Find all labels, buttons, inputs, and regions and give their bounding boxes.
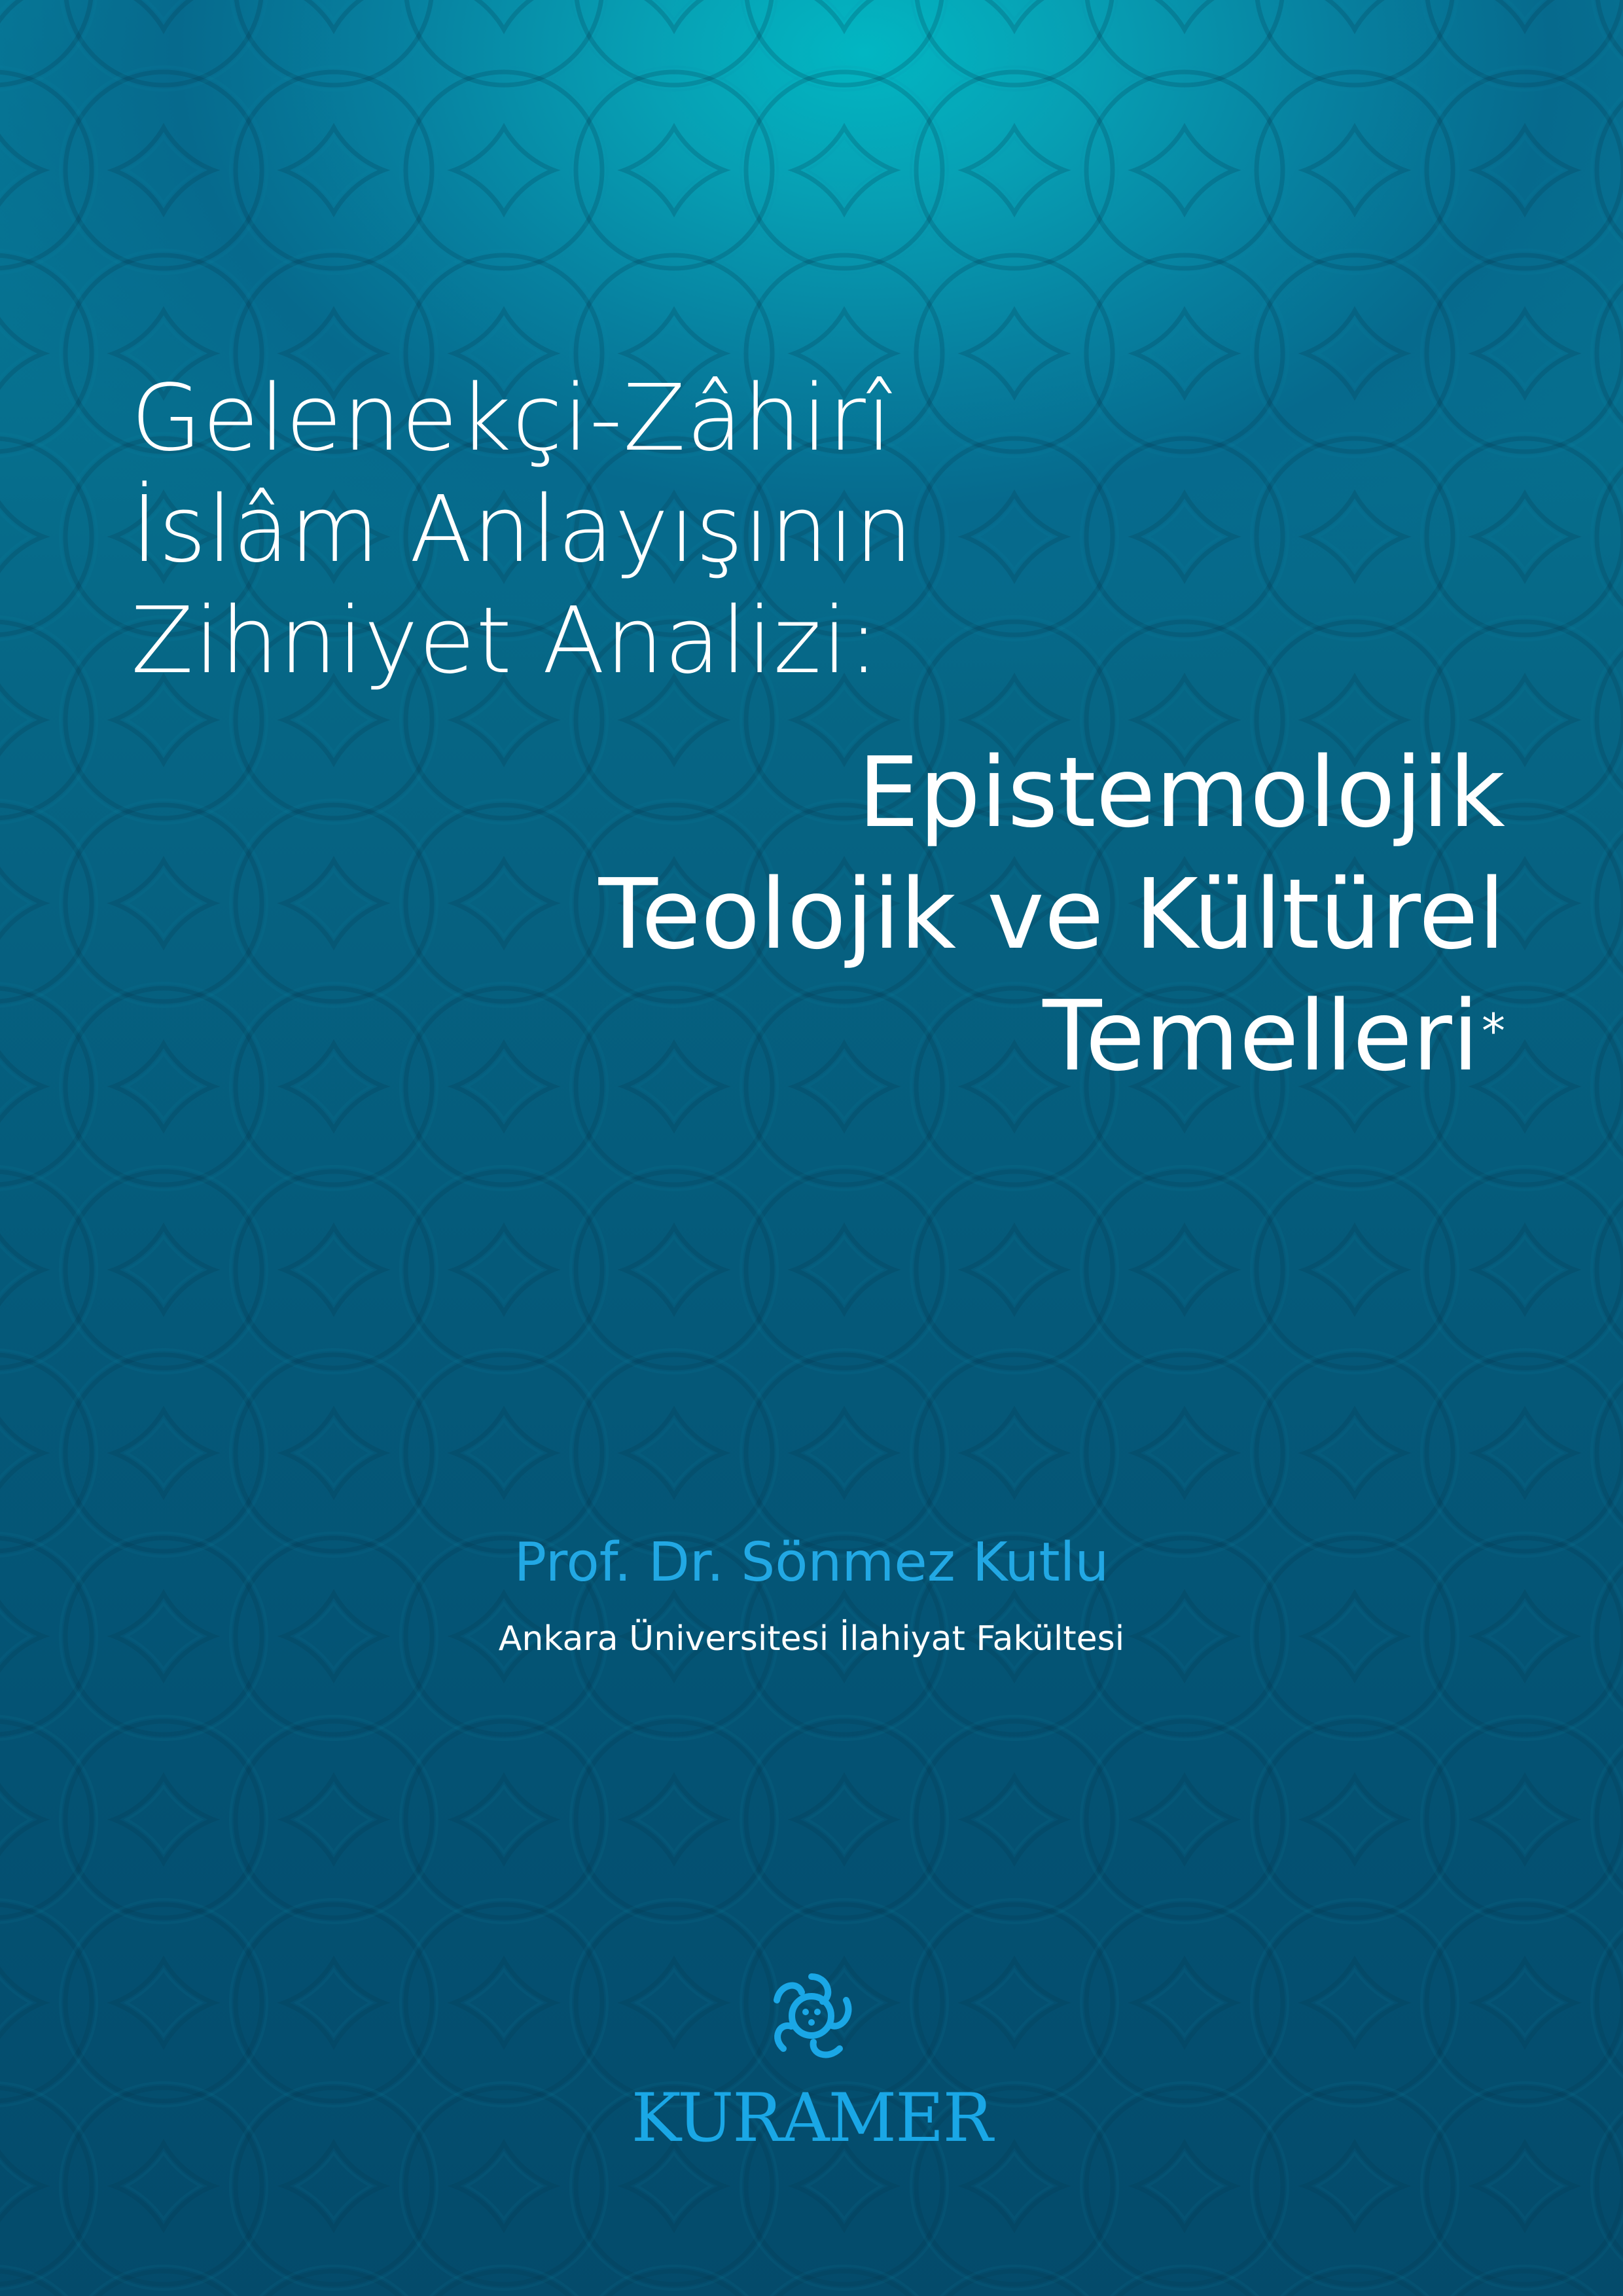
subtitle-line-1: Epistemolojik — [857, 736, 1505, 849]
author-name: Prof. Dr. Sönmez Kutlu — [514, 1532, 1109, 1594]
subtitle-line-3-wrap — [599, 975, 1505, 1097]
title-line-3: Zihniyet Analizi: — [131, 588, 880, 694]
publisher-name: KURAMER — [631, 2079, 992, 2157]
subtitle-line-3: Temelleri — [1043, 980, 1479, 1092]
footnote-marker: * — [1482, 1003, 1505, 1058]
title-line-1: Gelenekçi-Zâhirî — [131, 365, 893, 472]
publisher-emblem-icon — [762, 1962, 861, 2070]
title-line-2: İslâm Anlayışının — [131, 476, 914, 583]
book-title — [131, 363, 914, 697]
author-affiliation: Ankara Üniversitesi İlahiyat Fakültesi — [498, 1619, 1125, 1659]
subtitle-line-2: Teolojik ve Kültürel — [598, 858, 1505, 971]
book-subtitle — [599, 732, 1505, 1097]
publisher-logo — [0, 1962, 1623, 2155]
